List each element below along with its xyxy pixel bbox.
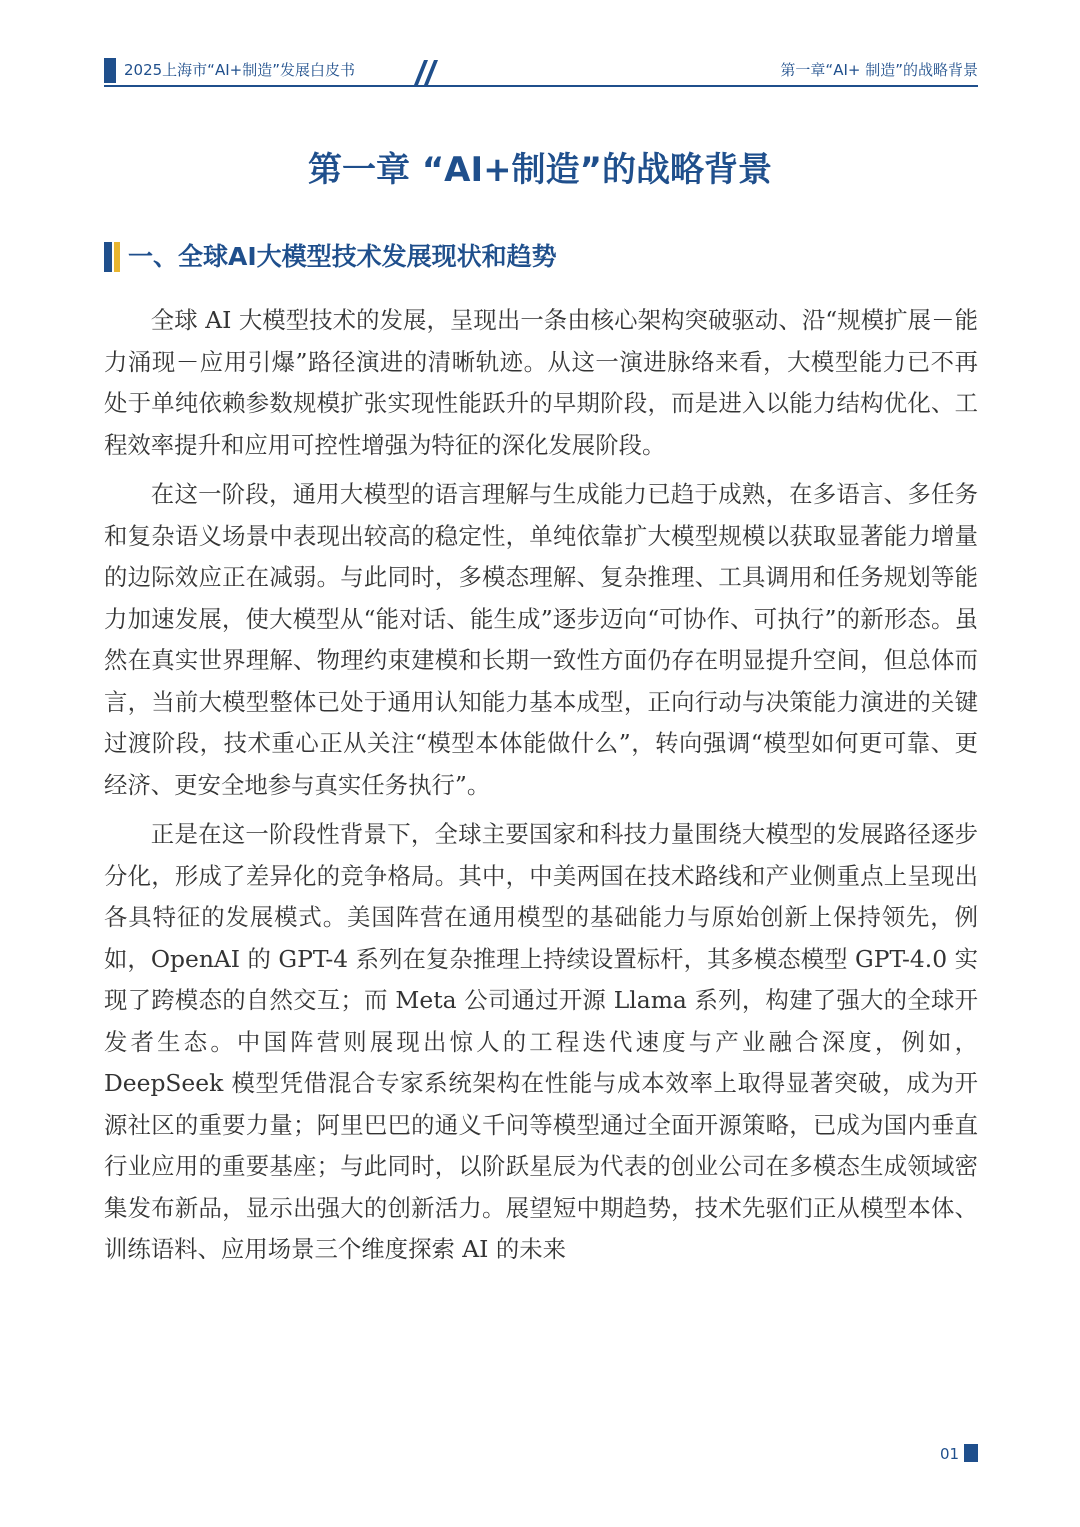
- chapter-title: 第一章 “AI+制造”的战略背景: [308, 150, 772, 190]
- paragraph: 在这一阶段，通用大模型的语言理解与生成能力已趋于成熟，在多语言、多任务和复杂语义场景中表现出较高的稳定性，单纯依靠扩大模型规模以获取显著能力增量的边际效应正在减弱。与此同时，多模态理解、复杂推理、工具调用和任务规划等能力加速发展，使大模型从“能对话、能生成”逐步迈向“可协作、可执行”的新形态。虽然在真实世界理解、物理约束建模和长期一致性方面仍存在明显提升空间，但总体而言，当前大模型整体已处于通用认知能力基本成型，正向行动与决策能力演进的关键过渡阶段，技术重心正从关注“模型本体能做什么”，转向强调“模型如何更可靠、更经济、更安全地参与真实任务执行”。: [104, 480, 978, 799]
- section-bar-blue: [104, 242, 112, 272]
- body-text: [104, 300, 978, 1279]
- section-title: 一、全球AI大模型技术发展现状和趋势: [128, 242, 557, 271]
- header-document-title: 2025上海市“AI+制造”发展白皮书: [124, 61, 355, 79]
- page-header: [104, 54, 978, 84]
- paragraph: 正是在这一阶段性背景下，全球主要国家和科技力量围绕大模型的发展路径逐步分化，形成了差异化的竞争格局。其中，中美两国在技术路线和产业侧重点上呈现出各具特征的发展模式。美国阵营在通用模型的基础能力与原始创新上保持领先，例如，OpenAI 的 GPT-4 系列在复杂推理上持续设置标杆，其多模态模型 GPT-4.0 实现了跨模态的自然交互；而 Meta 公司通过开源 Llama 系列，构建了强大的全球开发者生态。中国阵营则展现出惊人的工程迭代速度与产业融合深度，例如，DeepSeek 模型凭借混合专家系统架构在性能与成本效率上取得显著突破，成为开源社区的重要力量；阿里巴巴的通义千问等模型通过全面开源策略，已成为国内垂直行业应用的重要基座；与此同时，以阶跃星辰为代表的创业公司在多模态生成领域密集发布新品，显示出强大的创新活力。展望短中期趋势，技术先驱们正从模型本体、训练语料、应用场景三个维度探索 AI 的未来: [104, 820, 978, 1263]
- header-divider: [104, 85, 978, 87]
- page-number: 01: [940, 1445, 960, 1463]
- header-slash-decoration: [404, 56, 438, 86]
- section-bar-yellow: [114, 242, 120, 272]
- header-accent-bar: [104, 58, 116, 83]
- footer-square-marker: [964, 1444, 978, 1462]
- paragraph: 全球 AI 大模型技术的发展，呈现出一条由核心架构突破驱动、沿“规模扩展－能力涌现－应用引爆”路径演进的清晰轨迹。从这一演进脉络来看，大模型能力已不再处于单纯依赖参数规模扩张实现性能跃升的早期阶段，而是进入以能力结构优化、工程效率提升和应用可控性增强为特征的深化发展阶段。: [104, 306, 978, 459]
- header-chapter-title: 第一章“AI+ 制造”的战略背景: [780, 61, 978, 79]
